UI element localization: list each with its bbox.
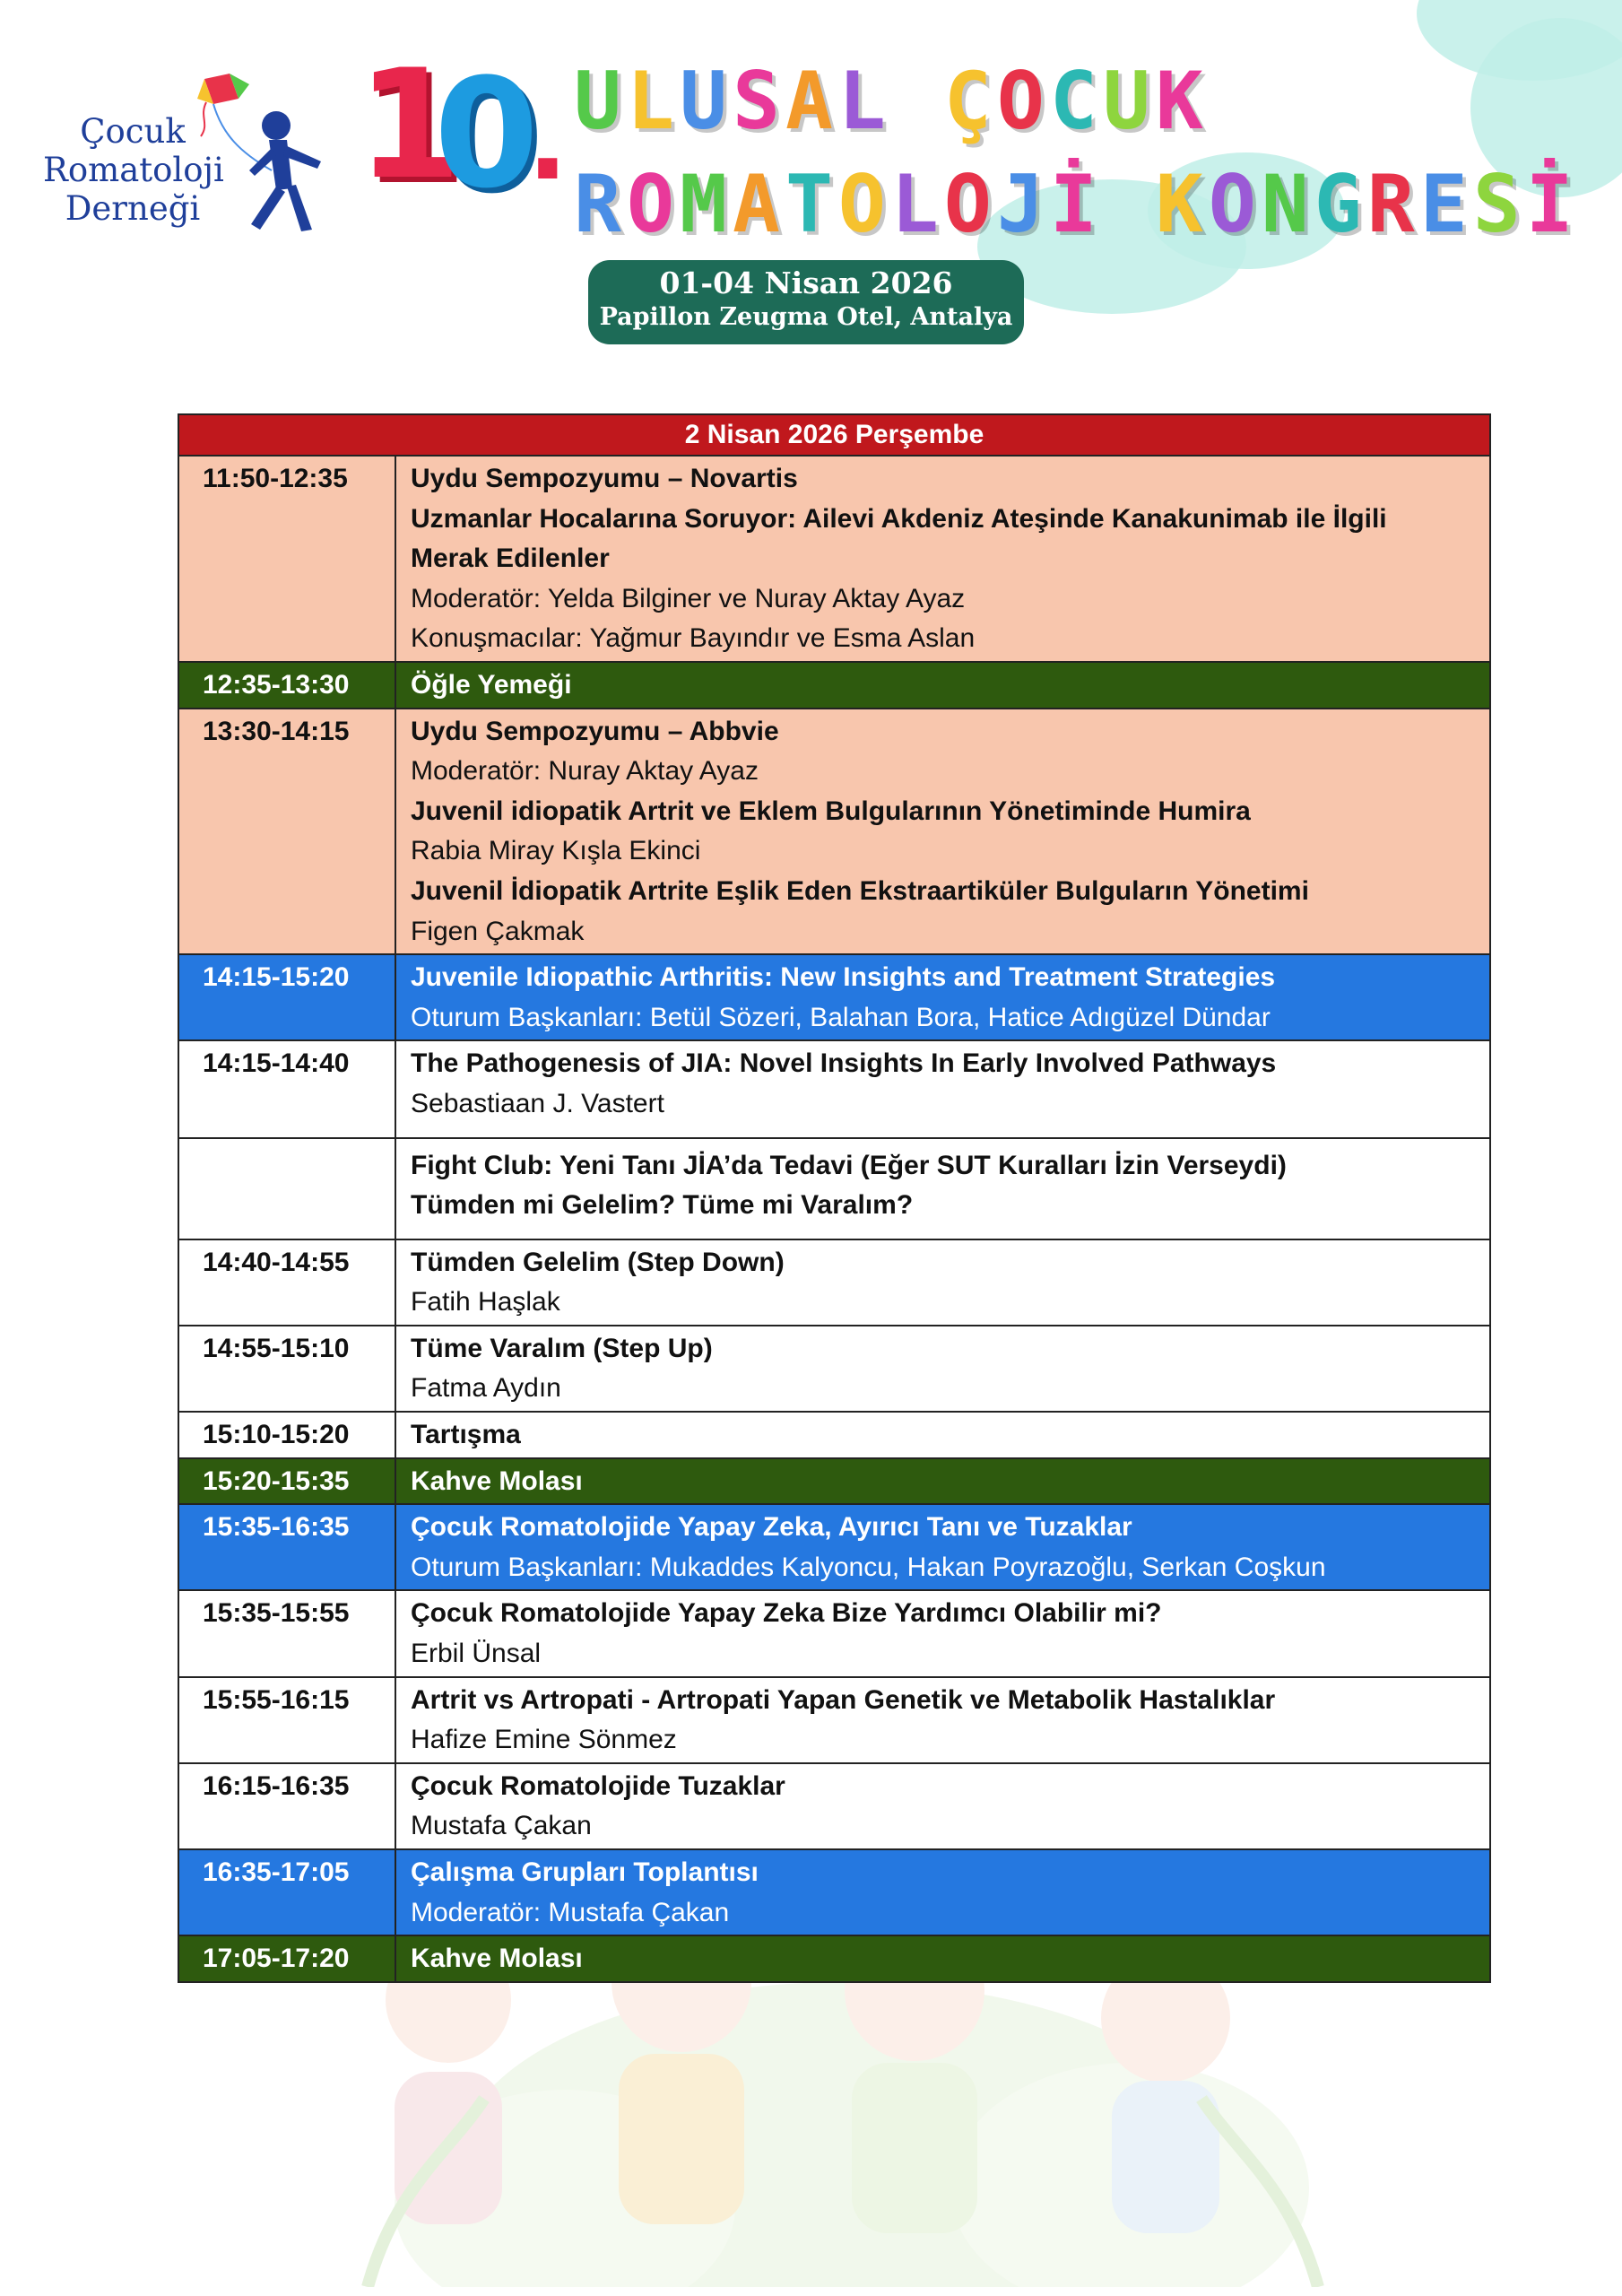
talk-title: Fight Club: Yeni Tanı JİA’da Tedavi (Eğer SUT Kuralları İzin Verseydi) (411, 1150, 1287, 1180)
talk-title: Tüme Varalım (Step Up) (411, 1333, 713, 1363)
talk-title: Tümden Gelelim (Step Down) (411, 1247, 785, 1277)
session-title: Çocuk Romatolojide Yapay Zeka, Ayırıcı Tanı ve Tuzaklar (411, 1512, 1132, 1543)
session-content (395, 1590, 1490, 1676)
table-row (178, 1935, 1490, 1982)
session-time: 15:35-16:35 (178, 1504, 395, 1590)
talk-title: Tartışma (411, 1420, 521, 1450)
table-row (178, 1458, 1490, 1505)
session-content (395, 1412, 1490, 1458)
association-logo (43, 72, 321, 242)
session-content (395, 954, 1490, 1040)
speaker-name: Hafize Emine Sönmez (411, 1725, 677, 1755)
logo-line: Çocuk (80, 112, 186, 151)
table-row (178, 709, 1490, 955)
session-time: 17:05-17:20 (178, 1935, 395, 1982)
table-row (178, 1040, 1490, 1137)
session-time: 15:20-15:35 (178, 1458, 395, 1505)
logo-line: Derneği (65, 189, 201, 228)
speaker-name: Figen Çakmak (411, 916, 585, 946)
session-title: Uzmanlar Hocalarına Soruyor: Ailevi Akdeniz Ateşinde Kanakunimab ile İlgili (411, 503, 1387, 534)
edition-number (357, 37, 572, 222)
session-time: 11:50-12:35 (178, 456, 395, 662)
table-row (178, 1326, 1490, 1412)
session-content (395, 456, 1490, 662)
session-content (395, 1504, 1490, 1590)
congress-venue: Papillon Zeugma Otel, Antalya (599, 303, 1013, 331)
session-time: 15:10-15:20 (178, 1412, 395, 1458)
table-row (178, 1677, 1490, 1763)
edition-digit-zero: 0 (434, 46, 532, 222)
child-kite-icon (186, 72, 343, 242)
session-content (395, 709, 1490, 955)
session-time: 14:15-15:20 (178, 954, 395, 1040)
table-row (178, 1590, 1490, 1676)
chairs-line: Oturum Başkanları: Mukaddes Kalyoncu, Hakan Poyrazoğlu, Serkan Coşkun (411, 1552, 1326, 1582)
moderator-line: Moderatör: Yelda Bilginer ve Nuray Aktay Ayaz (411, 583, 966, 613)
talk-title: Artrit vs Artropati - Artropati Yapan Genetik ve Metabolik Hastalıklar (411, 1684, 1276, 1715)
session-title: Juvenile Idiopathic Arthritis: New Insights and Treatment Strategies (411, 962, 1276, 993)
table-row (178, 954, 1490, 1040)
session-time: 12:35-13:30 (178, 662, 395, 709)
table-row (178, 1763, 1490, 1849)
session-content (395, 1138, 1490, 1239)
session-time: 15:35-15:55 (178, 1590, 395, 1676)
session-time: 14:15-14:40 (178, 1040, 395, 1137)
table-row (178, 1138, 1490, 1239)
session-content (395, 1239, 1490, 1326)
table-row (178, 1504, 1490, 1590)
program-table (178, 413, 1491, 1983)
talk-title: The Pathogenesis of JIA: Novel Insights In Early Involved Pathways (411, 1048, 1277, 1079)
day-header-row (178, 414, 1490, 456)
session-time (178, 1138, 395, 1239)
speakers-line: Konuşmacılar: Yağmur Bayındır ve Esma Aslan (411, 623, 976, 654)
session-title: Öğle Yemeği (411, 669, 572, 700)
session-time: 13:30-14:15 (178, 709, 395, 955)
speaker-name: Fatih Haşlak (411, 1287, 560, 1318)
session-content (395, 1040, 1490, 1137)
table-row (178, 1239, 1490, 1326)
session-title: Çalışma Grupları Toplantısı (411, 1857, 759, 1887)
session-title: Kahve Molası (411, 1944, 583, 1974)
session-title: Uydu Sempozyumu – Novartis (411, 464, 798, 493)
session-title: Kahve Molası (411, 1465, 583, 1496)
session-content (395, 1326, 1490, 1412)
session-title: Merak Edilenler (411, 544, 610, 574)
speaker-name: Erbil Ünsal (411, 1639, 542, 1669)
logo-line: Romatoloji (43, 151, 224, 189)
talk-title: Juvenil idiopatik Artrit ve Eklem Bulgularının Yönetiminde Humira (411, 796, 1251, 826)
session-content (395, 1763, 1490, 1849)
session-time: 15:55-16:15 (178, 1677, 395, 1763)
session-time: 16:15-16:35 (178, 1763, 395, 1849)
session-title: Uydu Sempozyumu – Abbvie (411, 716, 779, 746)
session-time: 14:55-15:10 (178, 1326, 395, 1412)
speaker-name: Fatma Aydın (411, 1373, 561, 1404)
session-content (395, 1935, 1490, 1982)
moderator-line: Moderatör: Mustafa Çakan (411, 1897, 730, 1927)
session-time: 14:40-14:55 (178, 1239, 395, 1326)
speaker-name: Rabia Miray Kışla Ekinci (411, 836, 701, 866)
table-row (178, 662, 1490, 709)
day-header: 2 Nisan 2026 Perşembe (178, 414, 1490, 456)
date-venue-badge (588, 260, 1024, 344)
talk-title: Çocuk Romatolojide Yapay Zeka Bize Yardımcı Olabilir mi? (411, 1598, 1162, 1629)
session-content (395, 1677, 1490, 1763)
chairs-line: Oturum Başkanları: Betül Sözeri, Balahan Bora, Hatice Adıgüzel Dündar (411, 1002, 1271, 1032)
congress-date: 01-04 Nisan 2026 (659, 265, 953, 300)
session-content (395, 1849, 1490, 1935)
table-row (178, 1412, 1490, 1458)
speaker-name: Mustafa Çakan (411, 1811, 592, 1841)
session-content (395, 662, 1490, 709)
congress-title-line-2: ROMATOLOJİ KONGRESİ (574, 158, 1579, 250)
moderator-line: Moderatör: Nuray Aktay Ayaz (411, 756, 759, 787)
edition-digit-one: 1 (357, 37, 455, 213)
talk-title: Çocuk Romatolojide Tuzaklar (411, 1770, 785, 1801)
edition-dot: . (527, 80, 561, 204)
table-row (178, 1849, 1490, 1935)
session-time: 16:35-17:05 (178, 1849, 395, 1935)
talk-title: Juvenil İdiopatik Artrite Eşlik Eden Ekstraartiküler Bulguların Yönetimi (411, 875, 1309, 906)
talk-title: Tümden mi Gelelim? Tüme mi Varalım? (411, 1190, 914, 1221)
session-content (395, 1458, 1490, 1505)
congress-title-line-1: ULUSAL ÇOCUK (574, 55, 1209, 147)
table-row (178, 456, 1490, 662)
speaker-name: Sebastiaan J. Vastert (411, 1088, 664, 1118)
